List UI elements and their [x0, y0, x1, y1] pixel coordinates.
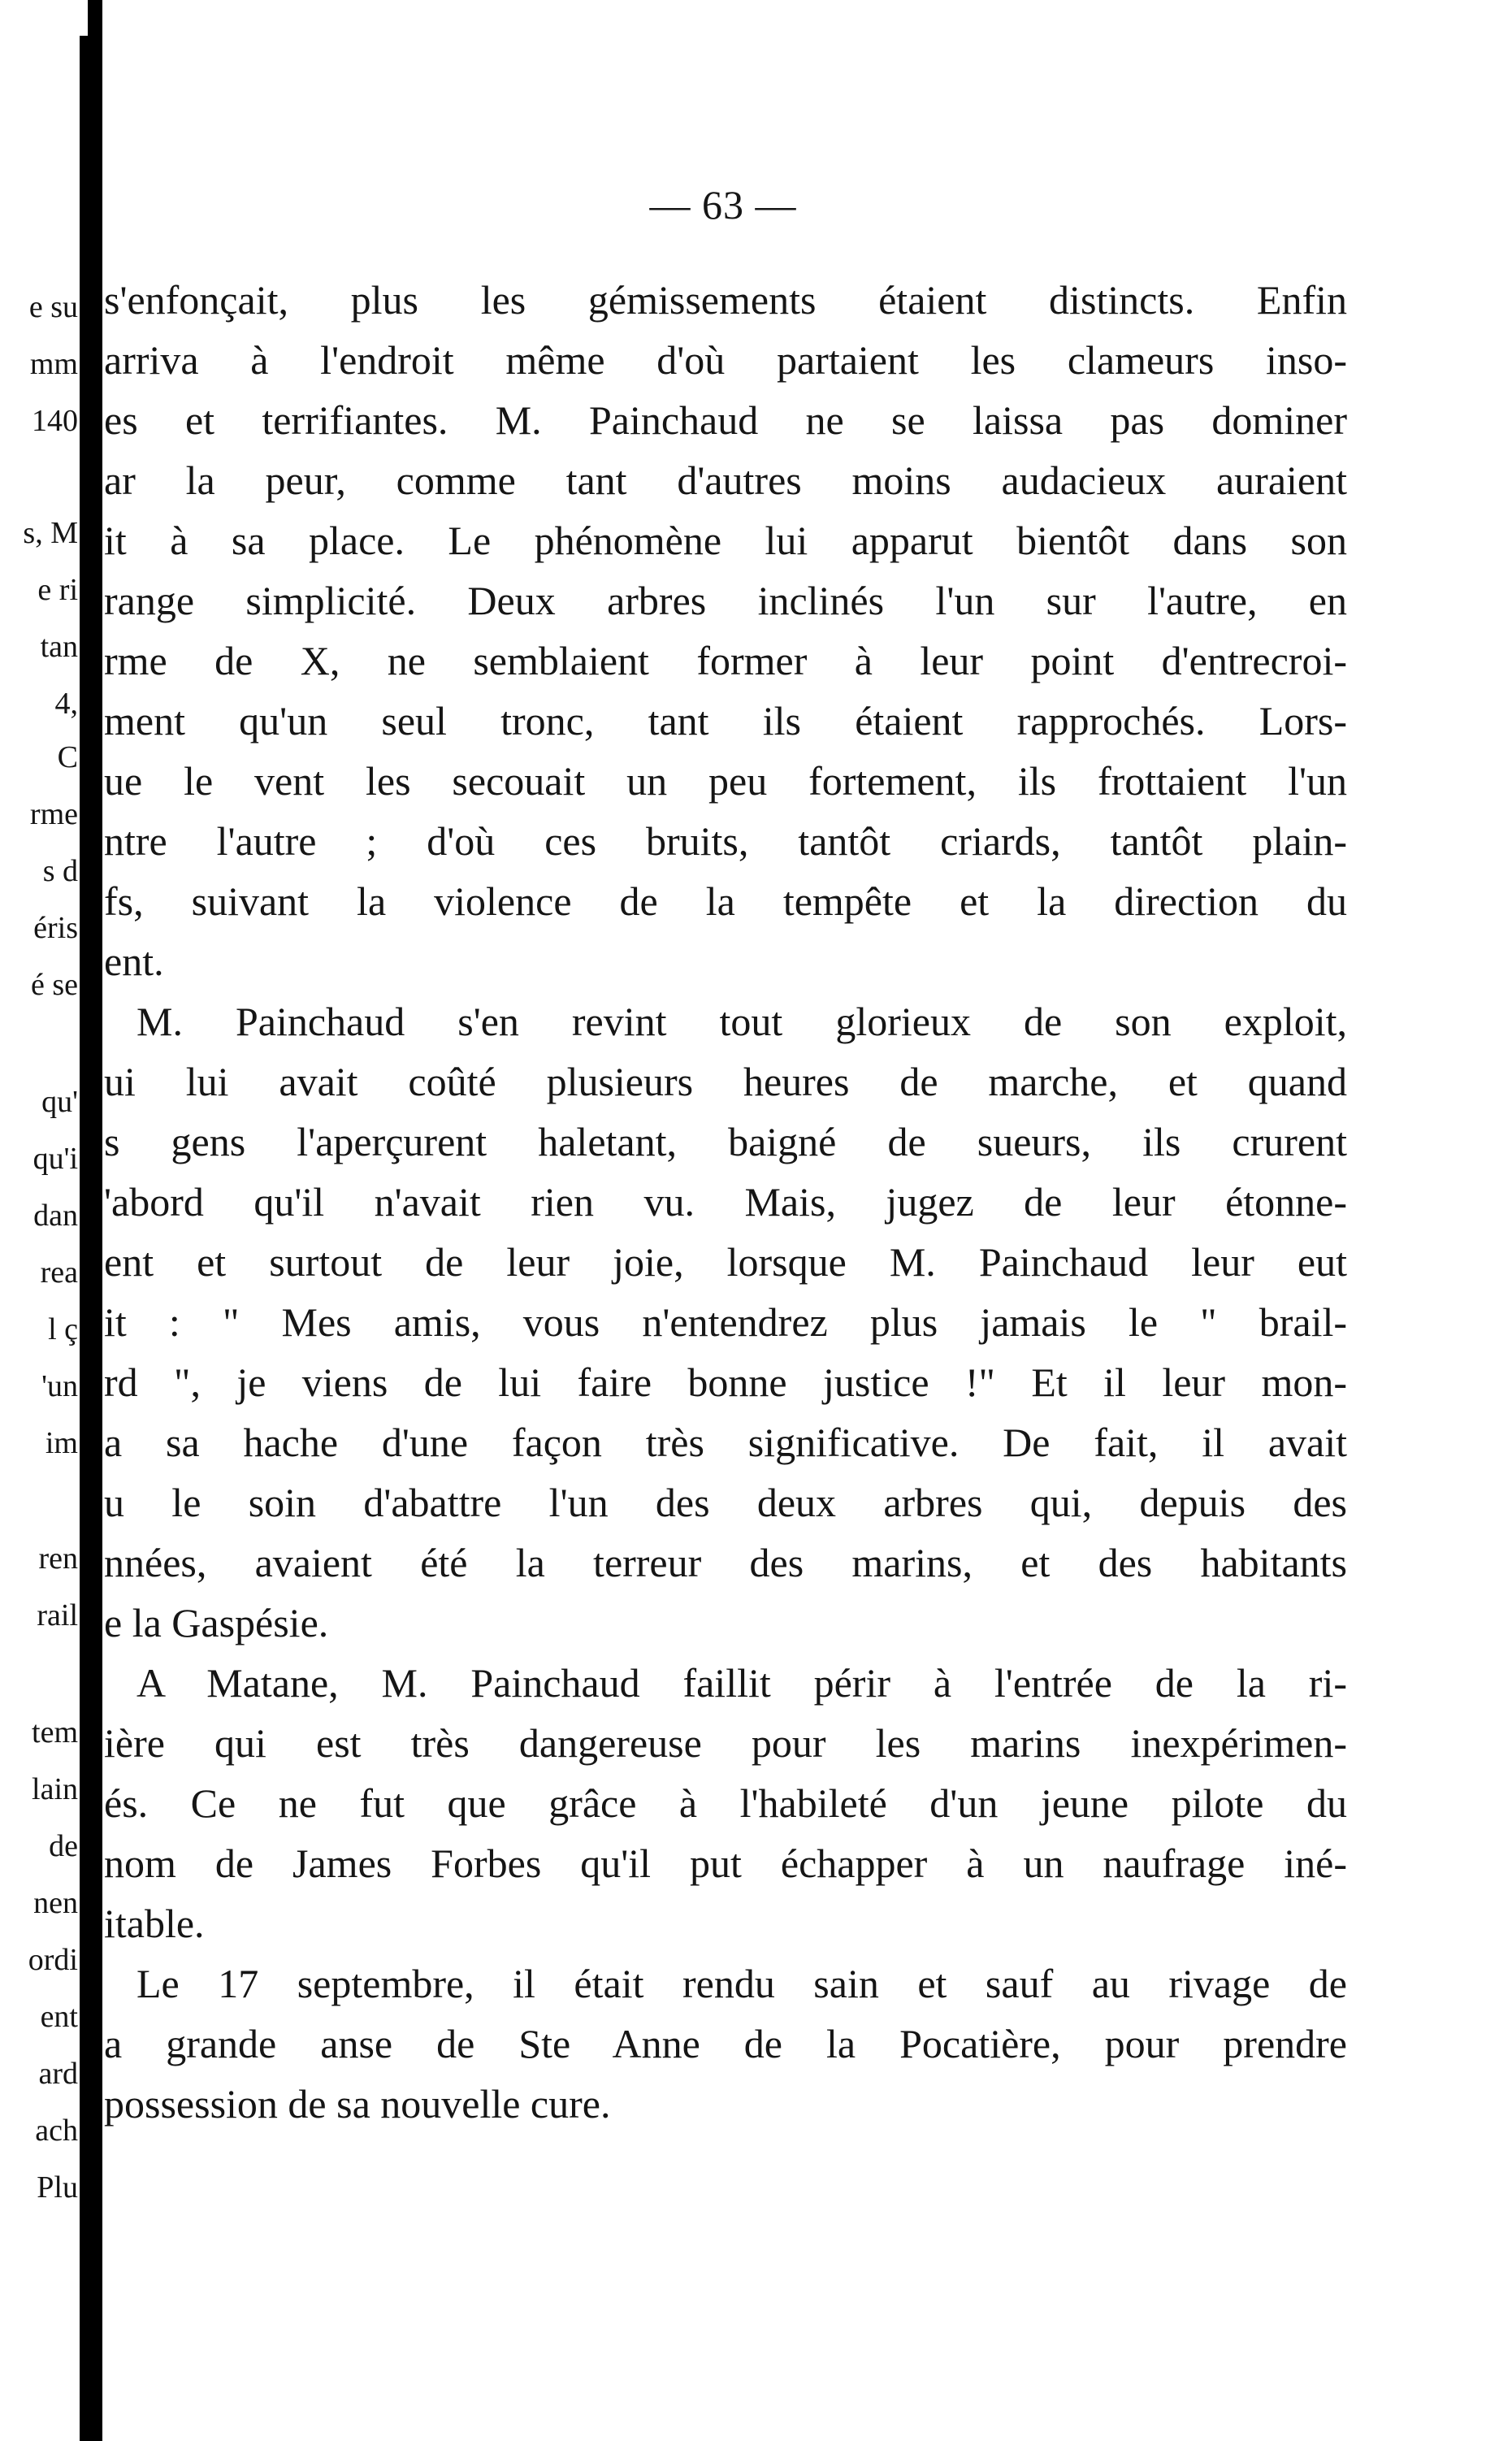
text-line: fs, suivant la violence de la tempête et la direction du — [104, 878, 1347, 924]
text-line: arriva à l'endroit même d'où partaient les clameurs inso- — [104, 337, 1347, 383]
text-line: és. Ce ne fut que grâce à l'habileté d'un jeune pilote du — [104, 1780, 1347, 1826]
margin-fragment: nen — [33, 1886, 78, 1920]
margin-fragment: e ri — [37, 573, 78, 607]
margin-fragment: ach — [35, 2114, 78, 2148]
text-line: it à sa place. Le phénomène lui apparut bientôt dans son — [104, 518, 1347, 563]
text-line: ent et surtout de leur joie, lorsque M. Painchaud leur eut — [104, 1239, 1347, 1285]
margin-fragment: ordi — [28, 1943, 78, 1977]
text-line: ntre l'autre ; d'où ces bruits, tantôt criards, tantôt plain- — [104, 818, 1347, 864]
text-line: itable. — [104, 1901, 205, 1946]
margin-fragment: l ç — [48, 1312, 78, 1346]
margin-fragment: de — [49, 1829, 78, 1863]
text-line: it : " Mes amis, vous n'entendrez plus jamais le " brail- — [104, 1299, 1347, 1345]
margin-fragment: s d — [42, 854, 78, 888]
text-line: 'abord qu'il n'avait rien vu. Mais, jugez de leur étonne- — [104, 1179, 1347, 1225]
margin-fragment: 'un — [41, 1369, 78, 1403]
text-line: rd ", je viens de lui faire bonne justice !" Et il leur mon- — [104, 1359, 1347, 1405]
text-line: ent. — [104, 939, 164, 984]
text-line: ment qu'un seul tronc, tant ils étaient rapprochés. Lors- — [104, 698, 1347, 744]
text-line: ui lui avait coûté plusieurs heures de marche, et quand — [104, 1059, 1347, 1104]
text-line: rme de X, ne semblaient former à leur point d'entrecroi- — [104, 638, 1347, 683]
margin-fragment: ren — [38, 1541, 78, 1576]
margin-fragment: Plu — [37, 2170, 78, 2205]
margin-fragment: ard — [38, 2057, 78, 2091]
text-line: ar la peur, comme tant d'autres moins audacieux auraient — [104, 457, 1347, 503]
margin-fragment: rail — [37, 1598, 78, 1632]
margin-fragment: 4, — [54, 687, 78, 721]
body-text — [104, 270, 1347, 2134]
text-line: nnées, avaient été la terreur des marins, et des habitants — [104, 1540, 1347, 1585]
text-line: es et terrifiantes. M. Painchaud ne se laissa pas dominer — [104, 397, 1347, 443]
text-line: possession de sa nouvelle cure. — [104, 2081, 611, 2127]
margin-fragment: rme — [29, 797, 78, 831]
margin-fragment: mm — [29, 347, 78, 381]
margin-fragment: éris — [33, 911, 78, 945]
text-line: a sa hache d'une façon très significative. De fait, il avait — [104, 1420, 1347, 1465]
text-line: e la Gaspésie. — [104, 1600, 329, 1645]
text-line: ue le vent les secouait un peu fortement, ils frottaient l'un — [104, 758, 1347, 804]
text-line: a grande anse de Ste Anne de la Pocatière, pour prendre — [104, 2021, 1347, 2066]
margin-fragment: lain — [32, 1772, 78, 1806]
margin-fragment: s, M — [23, 516, 78, 550]
margin-fragment: qu'i — [32, 1142, 78, 1176]
text-line: nom de James Forbes qu'il put échapper à un naufrage iné- — [104, 1841, 1347, 1886]
text-line: Le 17 septembre, il était rendu sain et sauf au rivage de — [136, 1961, 1347, 2006]
margin-fragment: tan — [40, 630, 78, 664]
margin-fragment: 140 — [32, 404, 78, 438]
margin-fragment: C — [57, 740, 78, 774]
text-line: range simplicité. Deux arbres inclinés l'un sur l'autre, en — [104, 578, 1347, 623]
margin-fragment: rea — [40, 1255, 78, 1290]
margin-fragment: é se — [30, 968, 78, 1002]
page-number: — 63 — — [649, 182, 797, 228]
text-line: u le soin d'abattre l'un des deux arbres qui, depuis des — [104, 1480, 1347, 1525]
previous-page-margin — [0, 0, 81, 2441]
text-line: M. Painchaud s'en revint tout glorieux de son exploit, — [136, 999, 1347, 1044]
margin-fragment: qu' — [41, 1085, 78, 1119]
text-line: s gens l'aperçurent haletant, baigné de sueurs, ils crurent — [104, 1119, 1347, 1164]
margin-fragment: im — [45, 1426, 78, 1460]
text-line: s'enfonçait, plus les gémissements étaient distincts. Enfin — [104, 277, 1347, 323]
margin-fragment: dan — [33, 1199, 78, 1233]
binding-shadow — [80, 36, 102, 2441]
text-line: A Matane, M. Painchaud faillit périr à l'entrée de la ri- — [136, 1660, 1347, 1706]
margin-fragment: ent — [40, 2000, 78, 2034]
text-line: ière qui est très dangereuse pour les marins inexpérimen- — [104, 1720, 1347, 1766]
margin-fragment: tem — [32, 1715, 78, 1749]
margin-fragment: e su — [28, 290, 78, 324]
